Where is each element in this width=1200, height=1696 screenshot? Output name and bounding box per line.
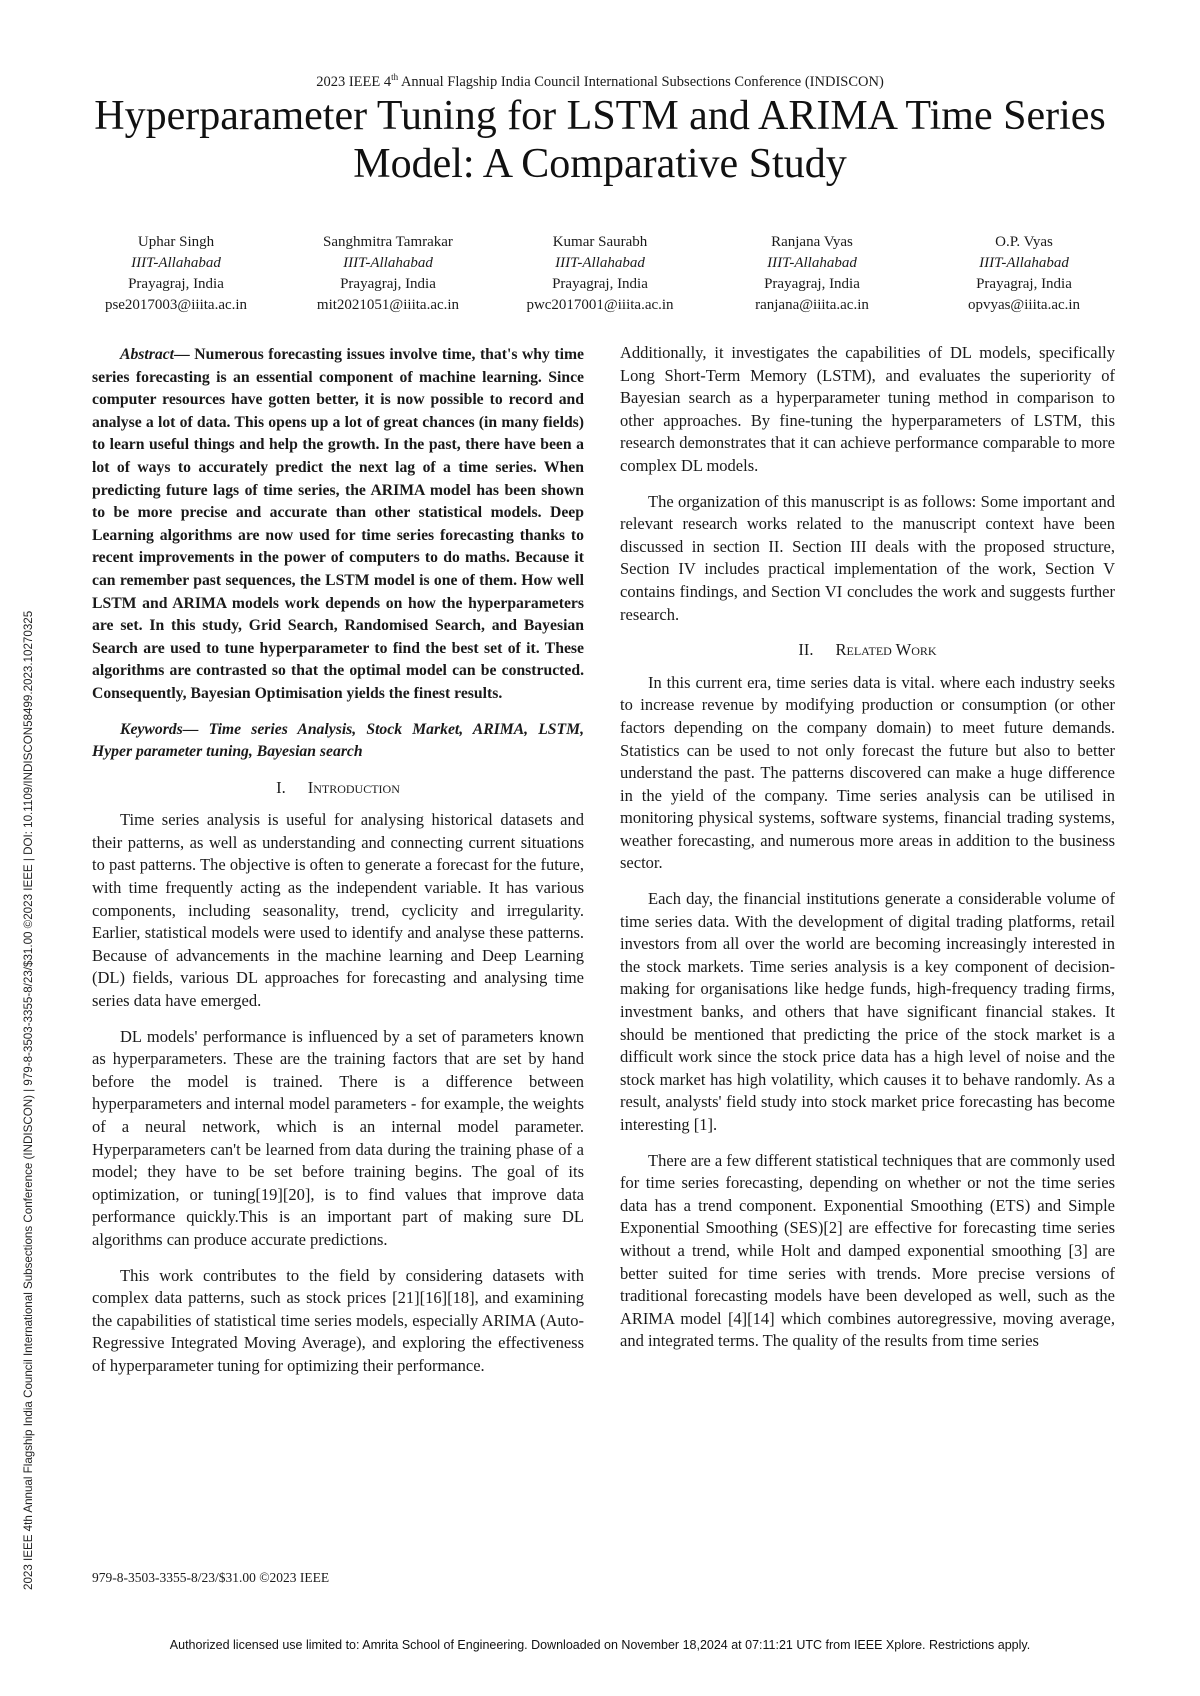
author-email[interactable]: ranjana@iiita.ac.in (755, 297, 869, 313)
abstract (92, 344, 584, 706)
paragraph: DL models' performance is influenced by a set of parameters known as hyperparameters. These are the training factors that are set by hand before the model is trained. There is a difference between hyperparameters and internal model parameters - for example, the weights of a neural network, which is an internal model parameter. Hyperparameters can't be learned from data during the training phase of a model; they have to be set before training begins. The goal of its optimization, or tuning[19][20], is to find values that improve data performance quickly.This is an important part of making sure DL algorithms can produce accurate predictions. (92, 1026, 584, 1249)
author-location: Prayagraj, India (764, 276, 860, 292)
paper-title: Hyperparameter Tuning for LSTM and ARIMA Time Series Model: A Comparative Study (94, 93, 1106, 187)
paragraph: The organization of this manuscript is as follows: Some important and relevant research works related to the manuscript context have been discussed in section II. Section III deals with the proposed structure, Section IV includes practical implementation of the work, Section V contains findings, and Section VI concludes the work and suggests further research. (620, 491, 1115, 624)
conference-header: 2023 IEEE 4th Annual Flagship India Council International Subsections Conference (INDISCON) (316, 72, 884, 90)
author-name: O.P. Vyas (995, 234, 1053, 250)
paragraph: Additionally, it investigates the capabilities of DL models, specifically Long Short-Term Memory (LSTM), and evaluates the superiority of Bayesian search as a hyperparameter tuning method in comparison to other approaches. By fine-tuning the hyperparameters of LSTM, this research demonstrates that it can achieve performance comparable to more complex DL models. (620, 343, 1115, 475)
author-affiliation: IIIT-Allahabad (767, 255, 857, 271)
author-email[interactable]: pwc2017001@iiita.ac.in (526, 297, 674, 313)
paragraph: In this current era, time series data is vital. where each industry seeks to increase revenue by modifying production or consumption (or other factors depending on the company domain) to meet future demands. Statistics can be used to not only forecast the future but also to better understand the past. The patterns discovered can make a huge difference in the yield of the company. Time series analysis can be utilised in monitoring physical systems, software systems, financial trading systems, weather forecasting, and numerous more areas in addition to the business sector. (620, 672, 1115, 873)
author-affiliation: IIIT-Allahabad (555, 255, 645, 271)
author-name: Ranjana Vyas (771, 234, 853, 250)
download-notice: Authorized licensed use limited to: Amrita School of Engineering. Downloaded on November 18,2024 at 07:11:21 UTC from IEEE Xplore. Restrictions apply. (169, 1638, 1031, 1652)
right-column (620, 342, 1115, 1366)
author-block (70, 232, 282, 316)
author-email[interactable]: mit2021051@iiita.ac.in (316, 297, 460, 313)
author-block (282, 232, 494, 316)
left-column (92, 344, 584, 1391)
author-list (70, 232, 1130, 316)
author-email[interactable]: opvyas@iiita.ac.in (967, 297, 1081, 313)
side-doi-banner: 2023 IEEE 4th Annual Flagship India Council International Subsections Conference (INDISCON) | 979-8-3503-3355-8/23/$31.00 ©2023 IEEE | DOI: 10.1109/INDISCON58499.2023.10270325 (22, 610, 35, 1590)
author-location: Prayagraj, India (128, 276, 224, 292)
author-email[interactable]: pse2017003@iiita.ac.in (104, 297, 248, 313)
author-block (918, 232, 1130, 316)
abstract-text: — Numerous forecasting issues involve time, that's why time series forecasting is an essential component of machine learning. Since computer resources have gotten better, it is now possible to record and analyse a lot of data. This opens up a lot of great chances (in many fields) to learn useful things and help the growth. In the past, there have been a lot of ways to accurately predict the next lag of a time series. When predicting future lags of time series, the ARIMA model has been shown to be more precise and accurate than other statistical models. Deep Learning algorithms are now used for time series forecasting thanks to recent improvements in the power of computers to do maths. Because it can remember past sequences, the LSTM model is one of them. How well LSTM and ARIMA models work depends on how the hyperparameters are set. In this study, Grid Search, Randomised Search, and Bayesian Search are used to tune hyperparameter to find the best set of it. These algorithms are contrasted so that the optimal model can be constructed. Consequently, Bayesian Optimisation yields the finest results. (92, 346, 584, 702)
author-affiliation: IIIT-Allahabad (979, 255, 1069, 271)
author-name: Sanghmitra Tamrakar (323, 234, 453, 250)
author-name: Uphar Singh (137, 234, 215, 250)
paragraph: This work contributes to the field by considering datasets with complex data patterns, such as stock prices [21][16][18], and examining the capabilities of statistical time series models, especially ARIMA (Auto-Regressive Integrated Moving Average), and exploring the effectiveness of hyperparameter tuning for optimizing their performance. (92, 1265, 584, 1375)
author-affiliation: IIIT-Allahabad (131, 255, 221, 271)
section-heading-introduction: I. Introduction (276, 777, 400, 797)
paragraph: Time series analysis is useful for analysing historical datasets and their patterns, as well as understanding and connecting current situations to past patterns. The objective is often to generate a forecast for the future, with time frequently acting as the independent variable. It has various components, including seasonality, trend, cyclicity and irregularity. Earlier, statistical models were used to identify and analyse these patterns. Because of advancements in the machine learning and Deep Learning (DL) fields, various DL approaches for forecasting and analysing time series data have emerged. (92, 810, 584, 1011)
author-affiliation: IIIT-Allahabad (343, 255, 433, 271)
author-location: Prayagraj, India (976, 276, 1072, 292)
paragraph: Each day, the financial institutions generate a considerable volume of time series data. With the development of digital trading platforms, retail investors from all over the world are becoming increasingly interested in the stock markets. Time series analysis is a key component of decision-making for organisations like hedge funds, high-frequency trading firms, investment banks, and others that have significant financial stakes. It should be mentioned that predicting the price of the stock market is a difficult work since the stock price data has a high level of noise and the stock market has high volatility, which causes it to behave randomly. As a result, analysts' field study into stock market price forecasting has become interesting [1]. (620, 889, 1115, 1134)
author-location: Prayagraj, India (552, 276, 648, 292)
abstract-label: Abstract (120, 346, 175, 363)
author-name: Kumar Saurabh (552, 234, 648, 250)
author-block (706, 232, 918, 316)
section-heading-related-work: II. Related Work (798, 640, 937, 660)
author-location: Prayagraj, India (340, 276, 436, 292)
keywords: Keywords— Time series Analysis, Stock Market, ARIMA, LSTM, Hyper parameter tuning, Bayesian search (92, 720, 584, 761)
paragraph: There are a few different statistical techniques that are commonly used for time series forecasting, depending on whether or not the time series data has a trend component. Exponential Smoothing (ETS) and Simple Exponential Smoothing (SES)[2] are effective for forecasting time series without a trend, while Holt and damped exponential smoothing [3] are better suited for time series with trends. More precise versions of traditional forecasting models have been developed as well, such as the ARIMA model [4][14] which combines autoregressive, moving average, and integrated terms. The quality of the results from time series (620, 1150, 1116, 1351)
author-block (494, 232, 706, 316)
footer-copyright: 979-8-3503-3355-8/23/$31.00 ©2023 IEEE (92, 1570, 330, 1585)
